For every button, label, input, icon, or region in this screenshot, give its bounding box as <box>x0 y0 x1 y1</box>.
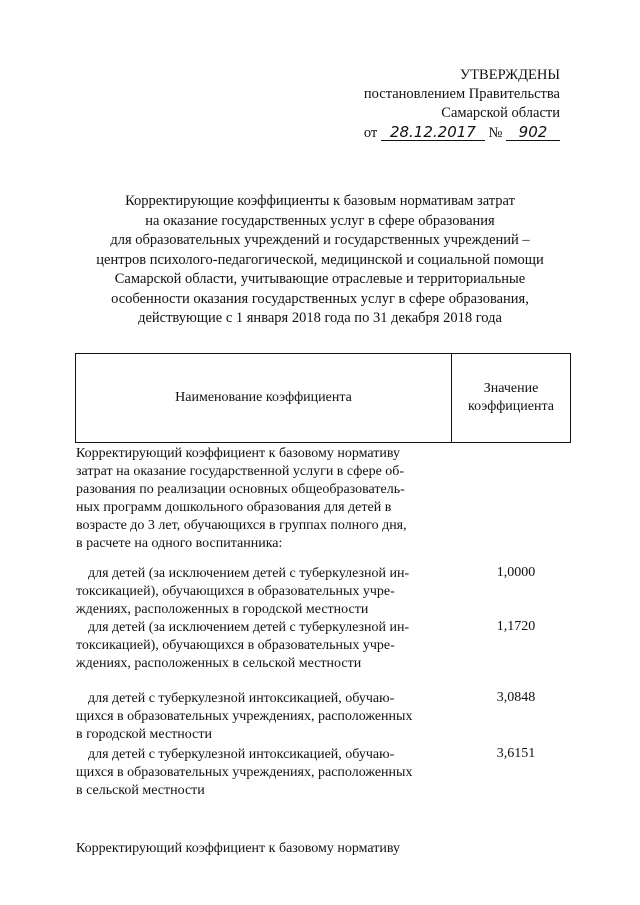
intro-line: Корректирующий коэффициент к базовому нормативу <box>76 446 401 461</box>
footer-paragraph <box>76 840 448 858</box>
handwritten-number: 902 <box>506 124 560 141</box>
title-line: центров психолого-педагогической, медицинской и социальной помощи <box>96 251 544 268</box>
row-line: ждениях, расположенных в городской местности <box>76 602 369 617</box>
document-title <box>80 192 560 329</box>
from-label: от <box>363 125 378 141</box>
coefficient-value: 3,6151 <box>496 746 536 761</box>
intro-paragraph <box>76 445 448 553</box>
column-header-name: Наименование коэффициента <box>76 354 452 442</box>
coefficient-row-description <box>76 619 448 673</box>
table-header <box>75 353 571 443</box>
row-line: для детей (за исключением детей с туберкулезной ин- <box>88 620 410 635</box>
row-line: в городской местности <box>76 727 212 742</box>
handwritten-date: 28.12.2017 <box>381 124 485 141</box>
row-line: для детей с туберкулезной интоксикацией, обучаю- <box>88 691 395 706</box>
row-line: токсикацией), обучающихся в образовательных учре- <box>76 638 395 653</box>
intro-line: разования по реализации основных общеобразователь- <box>76 482 405 497</box>
title-line: Самарской области, учитывающие отраслевые и территориальные <box>114 271 526 287</box>
approval-date-line <box>330 124 560 143</box>
approval-block <box>330 66 560 143</box>
row-line: ждениях, расположенных в сельской местности <box>76 656 362 671</box>
title-line: для образовательных учреждений и государственных учреждений – <box>110 232 530 248</box>
title-line: Корректирующие коэффициенты к базовым нормативам затрат <box>125 193 515 209</box>
row-line: для детей (за исключением детей с туберкулезной ин- <box>88 566 410 581</box>
row-line: токсикацией), обучающихся в образовательных учре- <box>76 584 395 599</box>
intro-line: затрат на оказание государственной услуги в сфере об- <box>76 464 405 479</box>
coefficient-row-description <box>76 690 448 744</box>
coefficient-value: 1,1720 <box>496 619 536 634</box>
number-label: № <box>488 125 503 141</box>
row-line: в сельской местности <box>76 783 205 798</box>
column-header-value-line2: коэффициента <box>468 399 554 414</box>
coefficient-row-description <box>76 746 448 800</box>
approval-status: УТВЕРЖДЕНЫ <box>459 67 560 83</box>
coefficient-value: 3,0848 <box>496 690 536 705</box>
title-line: на оказание государственных услуг в сфере образования <box>145 212 495 229</box>
row-line: щихся в образовательных учреждениях, расположенных <box>76 765 413 780</box>
intro-line: в расчете на одного воспитанника: <box>76 536 283 551</box>
row-line: для детей с туберкулезной интоксикацией, обучаю- <box>88 747 395 762</box>
coefficient-value: 1,0000 <box>496 565 536 580</box>
column-header-value <box>452 354 570 442</box>
approval-region: Самарской области <box>441 105 560 121</box>
approval-authority: постановлением Правительства <box>363 86 560 102</box>
title-line: действующие с 1 января 2018 года по 31 декабря 2018 года <box>138 310 502 326</box>
title-line: особенности оказания государственных услуг в сфере образования, <box>111 290 529 307</box>
row-line: щихся в образовательных учреждениях, расположенных <box>76 709 413 724</box>
intro-line: ных программ дошкольного образования для детей в <box>76 500 392 515</box>
intro-line: возрасте до 3 лет, обучающихся в группах полного дня, <box>76 518 407 533</box>
coefficient-row-description <box>76 565 448 619</box>
column-header-value-line1: Значение <box>483 381 539 396</box>
footer-line: Корректирующий коэффициент к базовому нормативу <box>76 841 401 856</box>
